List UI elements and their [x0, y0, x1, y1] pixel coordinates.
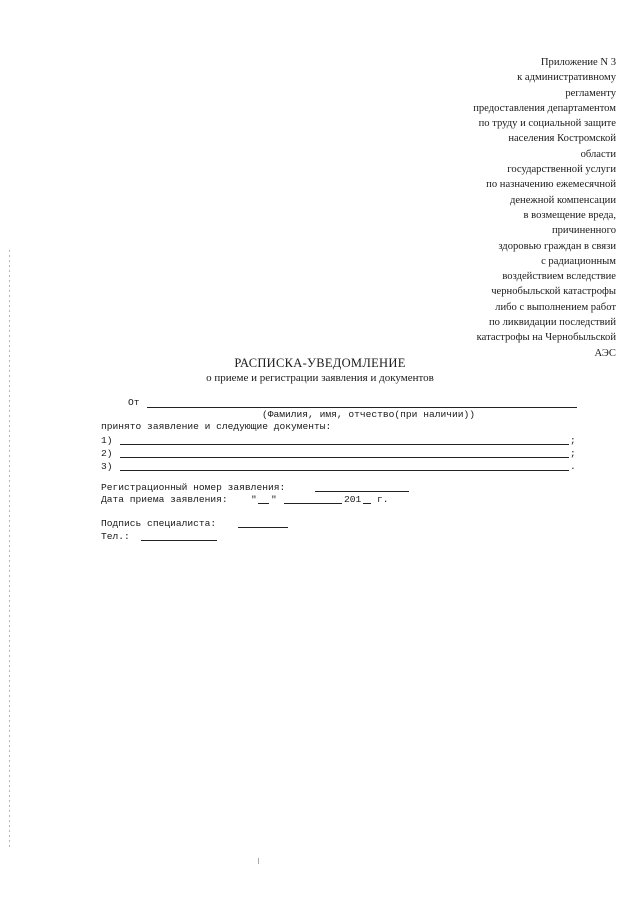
- document-item-number: 1): [101, 435, 113, 446]
- month-field[interactable]: [284, 503, 342, 504]
- accepted-documents-label: принято заявление и следующие документы:: [101, 421, 332, 432]
- date-quote-open: ": [251, 494, 257, 505]
- appendix-line: с радиационным: [541, 255, 616, 267]
- from-label: От: [128, 397, 140, 408]
- phone-label: Тел.:: [101, 531, 130, 542]
- appendix-line: АЭС: [594, 347, 616, 359]
- appendix-header: [376, 55, 616, 361]
- year-suffix: г.: [377, 494, 389, 505]
- appendix-line: катастрофы на Чернобыльской: [476, 332, 616, 344]
- document-subtitle: о приеме и регистрации заявления и документов: [206, 372, 434, 384]
- appendix-line: государственной услуги: [507, 164, 616, 176]
- signature-field[interactable]: [238, 527, 288, 528]
- document-item-field[interactable]: [120, 470, 569, 471]
- registration-number-label: Регистрационный номер заявления:: [101, 482, 286, 493]
- document-title: РАСПИСКА-УВЕДОМЛЕНИЕ: [234, 356, 406, 370]
- applicant-name-field[interactable]: [147, 407, 577, 408]
- appendix-line: либо с выполнением работ: [495, 301, 616, 313]
- date-quote-close: ": [271, 494, 277, 505]
- registration-number-field[interactable]: [315, 491, 409, 492]
- document-item-number: 3): [101, 461, 113, 472]
- year-prefix: 201: [344, 494, 362, 505]
- scan-edge-mark: [9, 250, 10, 850]
- document-item-end: ;: [570, 448, 576, 459]
- scan-artifact: [258, 858, 259, 864]
- document-item-end: .: [570, 461, 576, 472]
- phone-field[interactable]: [141, 540, 217, 541]
- appendix-line: чернобыльской катастрофы: [491, 286, 616, 298]
- appendix-line: к административному: [517, 72, 616, 84]
- appendix-line: регламенту: [565, 87, 616, 99]
- appendix-line: области: [580, 148, 616, 160]
- signature-label: Подпись специалиста:: [101, 518, 217, 529]
- appendix-line: по труду и социальной защите: [478, 118, 616, 130]
- appendix-line: воздействием вследствие: [502, 271, 616, 283]
- year-field[interactable]: [363, 503, 371, 504]
- appendix-line: предоставления департаментом: [473, 102, 616, 114]
- document-item-end: ;: [570, 435, 576, 446]
- appendix-line: по ликвидации последствий: [489, 317, 616, 329]
- appendix-line: Приложение N 3: [540, 57, 616, 68]
- appendix-line: по назначению ежемесячной: [486, 179, 616, 191]
- appendix-line: населения Костромской: [508, 133, 616, 145]
- name-hint: (Фамилия, имя, отчество(при наличии)): [262, 409, 476, 420]
- appendix-line: здоровью граждан в связи: [498, 240, 616, 252]
- appendix-line: причиненного: [551, 225, 616, 237]
- date-label: Дата приема заявления:: [101, 494, 228, 505]
- document-item-number: 2): [101, 448, 113, 459]
- document-item-field[interactable]: [120, 457, 569, 458]
- appendix-line: денежной компенсации: [509, 194, 616, 206]
- document-item-field[interactable]: [120, 444, 569, 445]
- appendix-line: в возмещение вреда,: [523, 209, 616, 221]
- day-field[interactable]: [258, 503, 269, 504]
